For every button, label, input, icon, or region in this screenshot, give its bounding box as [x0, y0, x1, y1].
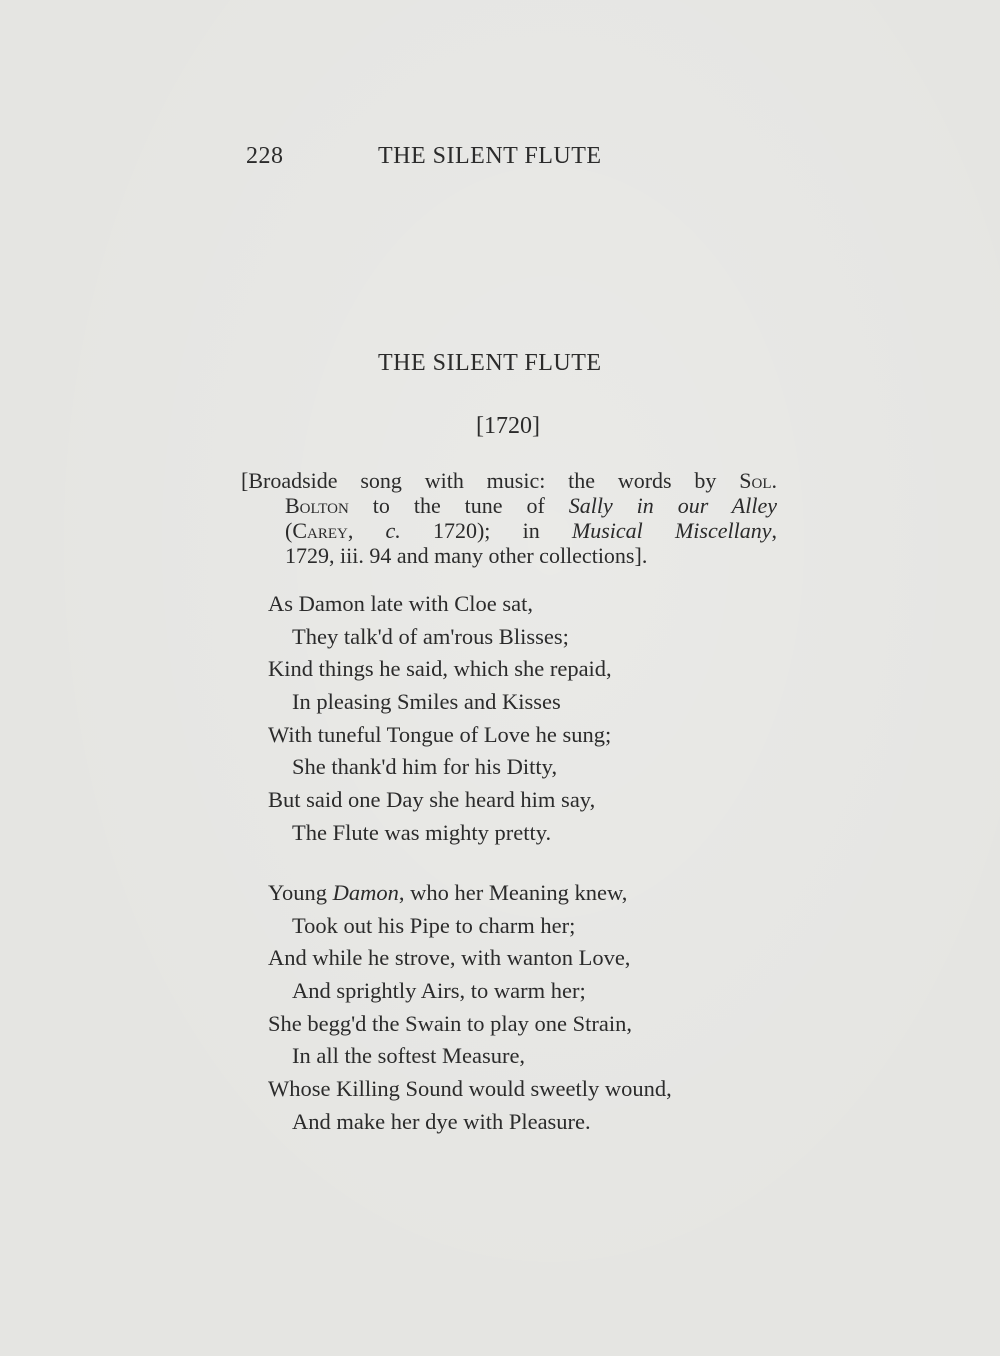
verse-line: They talk'd of am'rous Blisses; — [292, 623, 569, 649]
note-text: ( — [285, 518, 293, 543]
verse-line: She begg'd the Swain to play one Strain, — [268, 1010, 632, 1036]
verse-line: The Flute was mighty pretty. — [292, 819, 552, 845]
editorial-note — [241, 468, 777, 568]
running-title: THE SILENT FLUTE — [378, 143, 602, 169]
note-author-name: Sol. — [739, 468, 777, 493]
stanza-2 — [268, 877, 672, 1139]
verse-line — [268, 877, 672, 910]
verse-line: But said one Day she heard him say, — [268, 787, 596, 813]
poem-title: THE SILENT FLUTE — [378, 350, 602, 376]
verse-line: And while he strove, with wanton Love, — [268, 945, 631, 971]
note-collection-title: Musical Miscellany — [571, 518, 772, 543]
note-line-4: 1729, iii. 94 and many other collections]. — [285, 543, 648, 568]
verse-line: As Damon late with Cloe sat, — [268, 591, 533, 616]
verse-line: With tuneful Tongue of Love he sung; — [268, 721, 612, 747]
note-line-1 — [241, 468, 777, 493]
verse-line: And sprightly Airs, to warm her; — [292, 978, 586, 1004]
stanza-1 — [268, 588, 612, 850]
poem-date: [1720] — [476, 413, 540, 439]
note-text: 1720); in — [400, 518, 572, 543]
running-head — [246, 143, 646, 177]
note-text: , — [771, 518, 777, 543]
verse-line: In all the softest Measure, — [292, 1043, 526, 1069]
verse-line: She thank'd him for his Ditty, — [292, 754, 558, 780]
verse-name-damon: Damon — [332, 880, 399, 905]
note-text: , — [347, 518, 386, 543]
verse-line: Whose Killing Sound would sweetly wound, — [268, 1076, 672, 1102]
note-author-surname: Bolton — [285, 493, 349, 518]
note-composer: Carey — [292, 518, 348, 543]
note-text: [Broadside song with music: the words by — [241, 468, 740, 493]
verse-line: Kind things he said, which she repaid, — [268, 656, 612, 682]
verse-line: In pleasing Smiles and Kisses — [292, 689, 561, 715]
note-line-2 — [241, 493, 777, 518]
note-text: to the tune of — [348, 493, 569, 518]
verse-line: And make her dye with Pleasure. — [292, 1108, 591, 1134]
note-circa: c. — [385, 518, 401, 543]
note-tune-title: Sally in our Alley — [568, 493, 777, 518]
verse-text: Young — [268, 880, 333, 905]
verse-line: Took out his Pipe to charm her; — [292, 912, 576, 938]
page-number: 228 — [246, 143, 284, 169]
note-line-3 — [241, 518, 777, 543]
verse-text: , who her Meaning knew, — [398, 880, 628, 905]
